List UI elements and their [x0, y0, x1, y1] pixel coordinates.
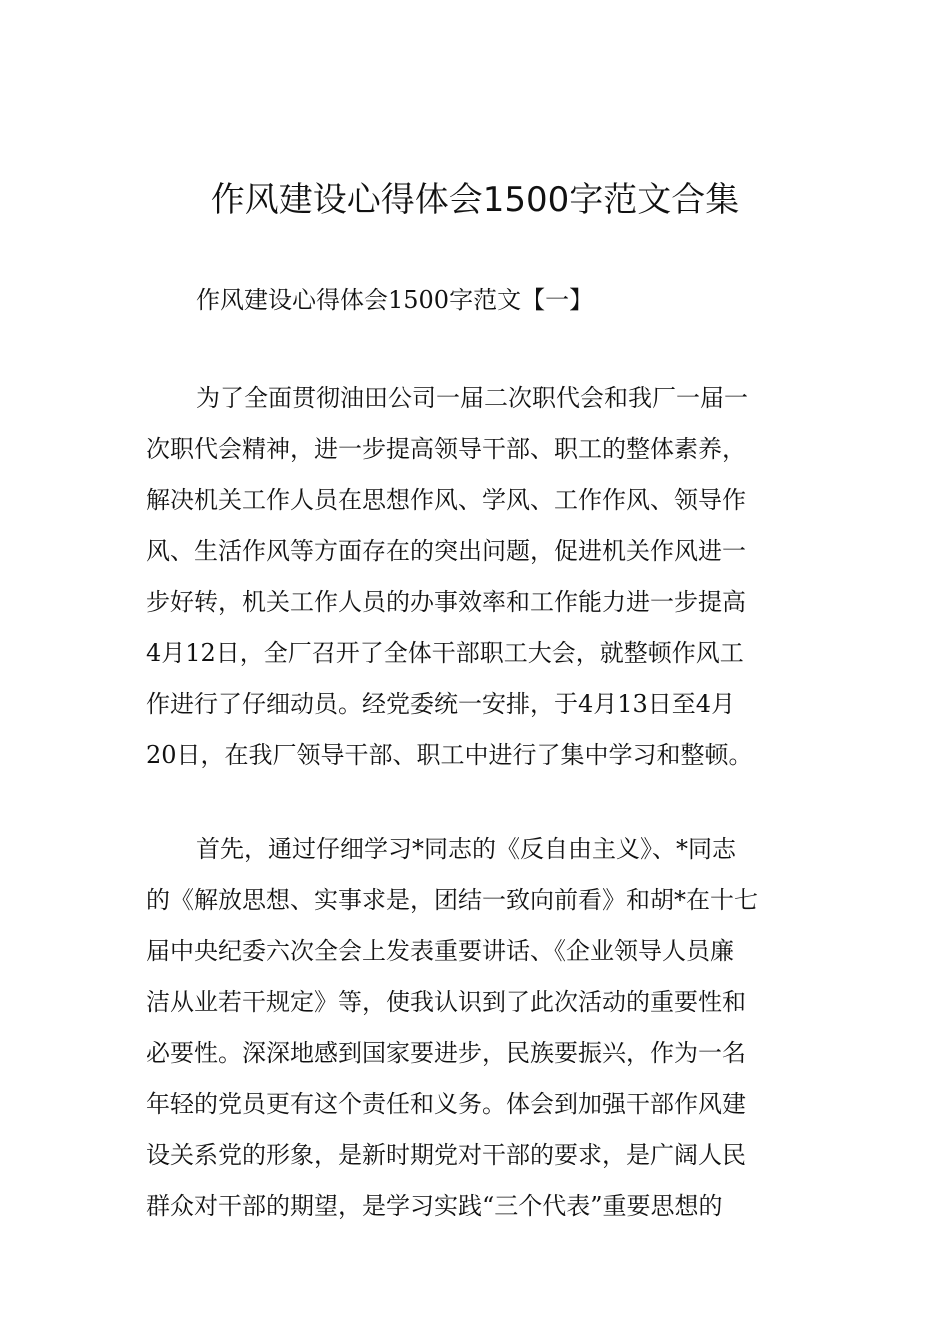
paragraph-line: 解决机关工作人员在思想作风、学风、工作作风、领导作: [146, 486, 746, 514]
paragraph-line: 20日，在我厂领导干部、职工中进行了集中学习和整顿。: [146, 741, 753, 769]
paragraph-line: 群众对干部的期望，是学习实践“三个代表”重要思想的: [146, 1192, 723, 1220]
paragraph-line: 步好转，机关工作人员的办事效率和工作能力进一步提高: [146, 588, 746, 616]
paragraph-line: 必要性。深深地感到国家要进步，民族要振兴，作为一名: [146, 1039, 746, 1067]
paragraph-line: 首先，通过仔细学习*同志的《反自由主义》、*同志: [196, 835, 736, 863]
paragraph-1: [146, 373, 810, 781]
paragraph-2: [146, 824, 810, 1232]
paragraph-line: 年轻的党员更有这个责任和义务。体会到加强干部作风建: [146, 1090, 746, 1118]
paragraph-line: 为了全面贯彻油田公司一届二次职代会和我厂一届一: [196, 384, 748, 412]
paragraph-line: 洁从业若干规定》等，使我认识到了此次活动的重要性和: [146, 988, 746, 1016]
paragraph-line: 届中央纪委六次全会上发表重要讲话、《企业领导人员廉: [146, 937, 734, 965]
paragraph-line: 的《解放思想、实事求是，团结一致向前看》和胡*在十七: [146, 886, 758, 914]
paragraph-line: 作进行了仔细动员。经党委统一安排，于4月13日至4月: [146, 690, 736, 718]
paragraph-line: 次职代会精神，进一步提高领导干部、职工的整体素养，: [146, 435, 746, 463]
paragraph-line: 4月12日，全厂召开了全体干部职工大会，就整顿作风工: [146, 639, 744, 667]
document-title: 作风建设心得体会1500字范文合集: [210, 180, 740, 220]
section-heading: 作风建设心得体会1500字范文【一】: [196, 286, 594, 314]
paragraph-line: 设关系党的形象，是新时期党对干部的要求，是广阔人民: [146, 1141, 746, 1169]
paragraph-line: 风、生活作风等方面存在的突出问题，促进机关作风进一: [146, 537, 746, 565]
